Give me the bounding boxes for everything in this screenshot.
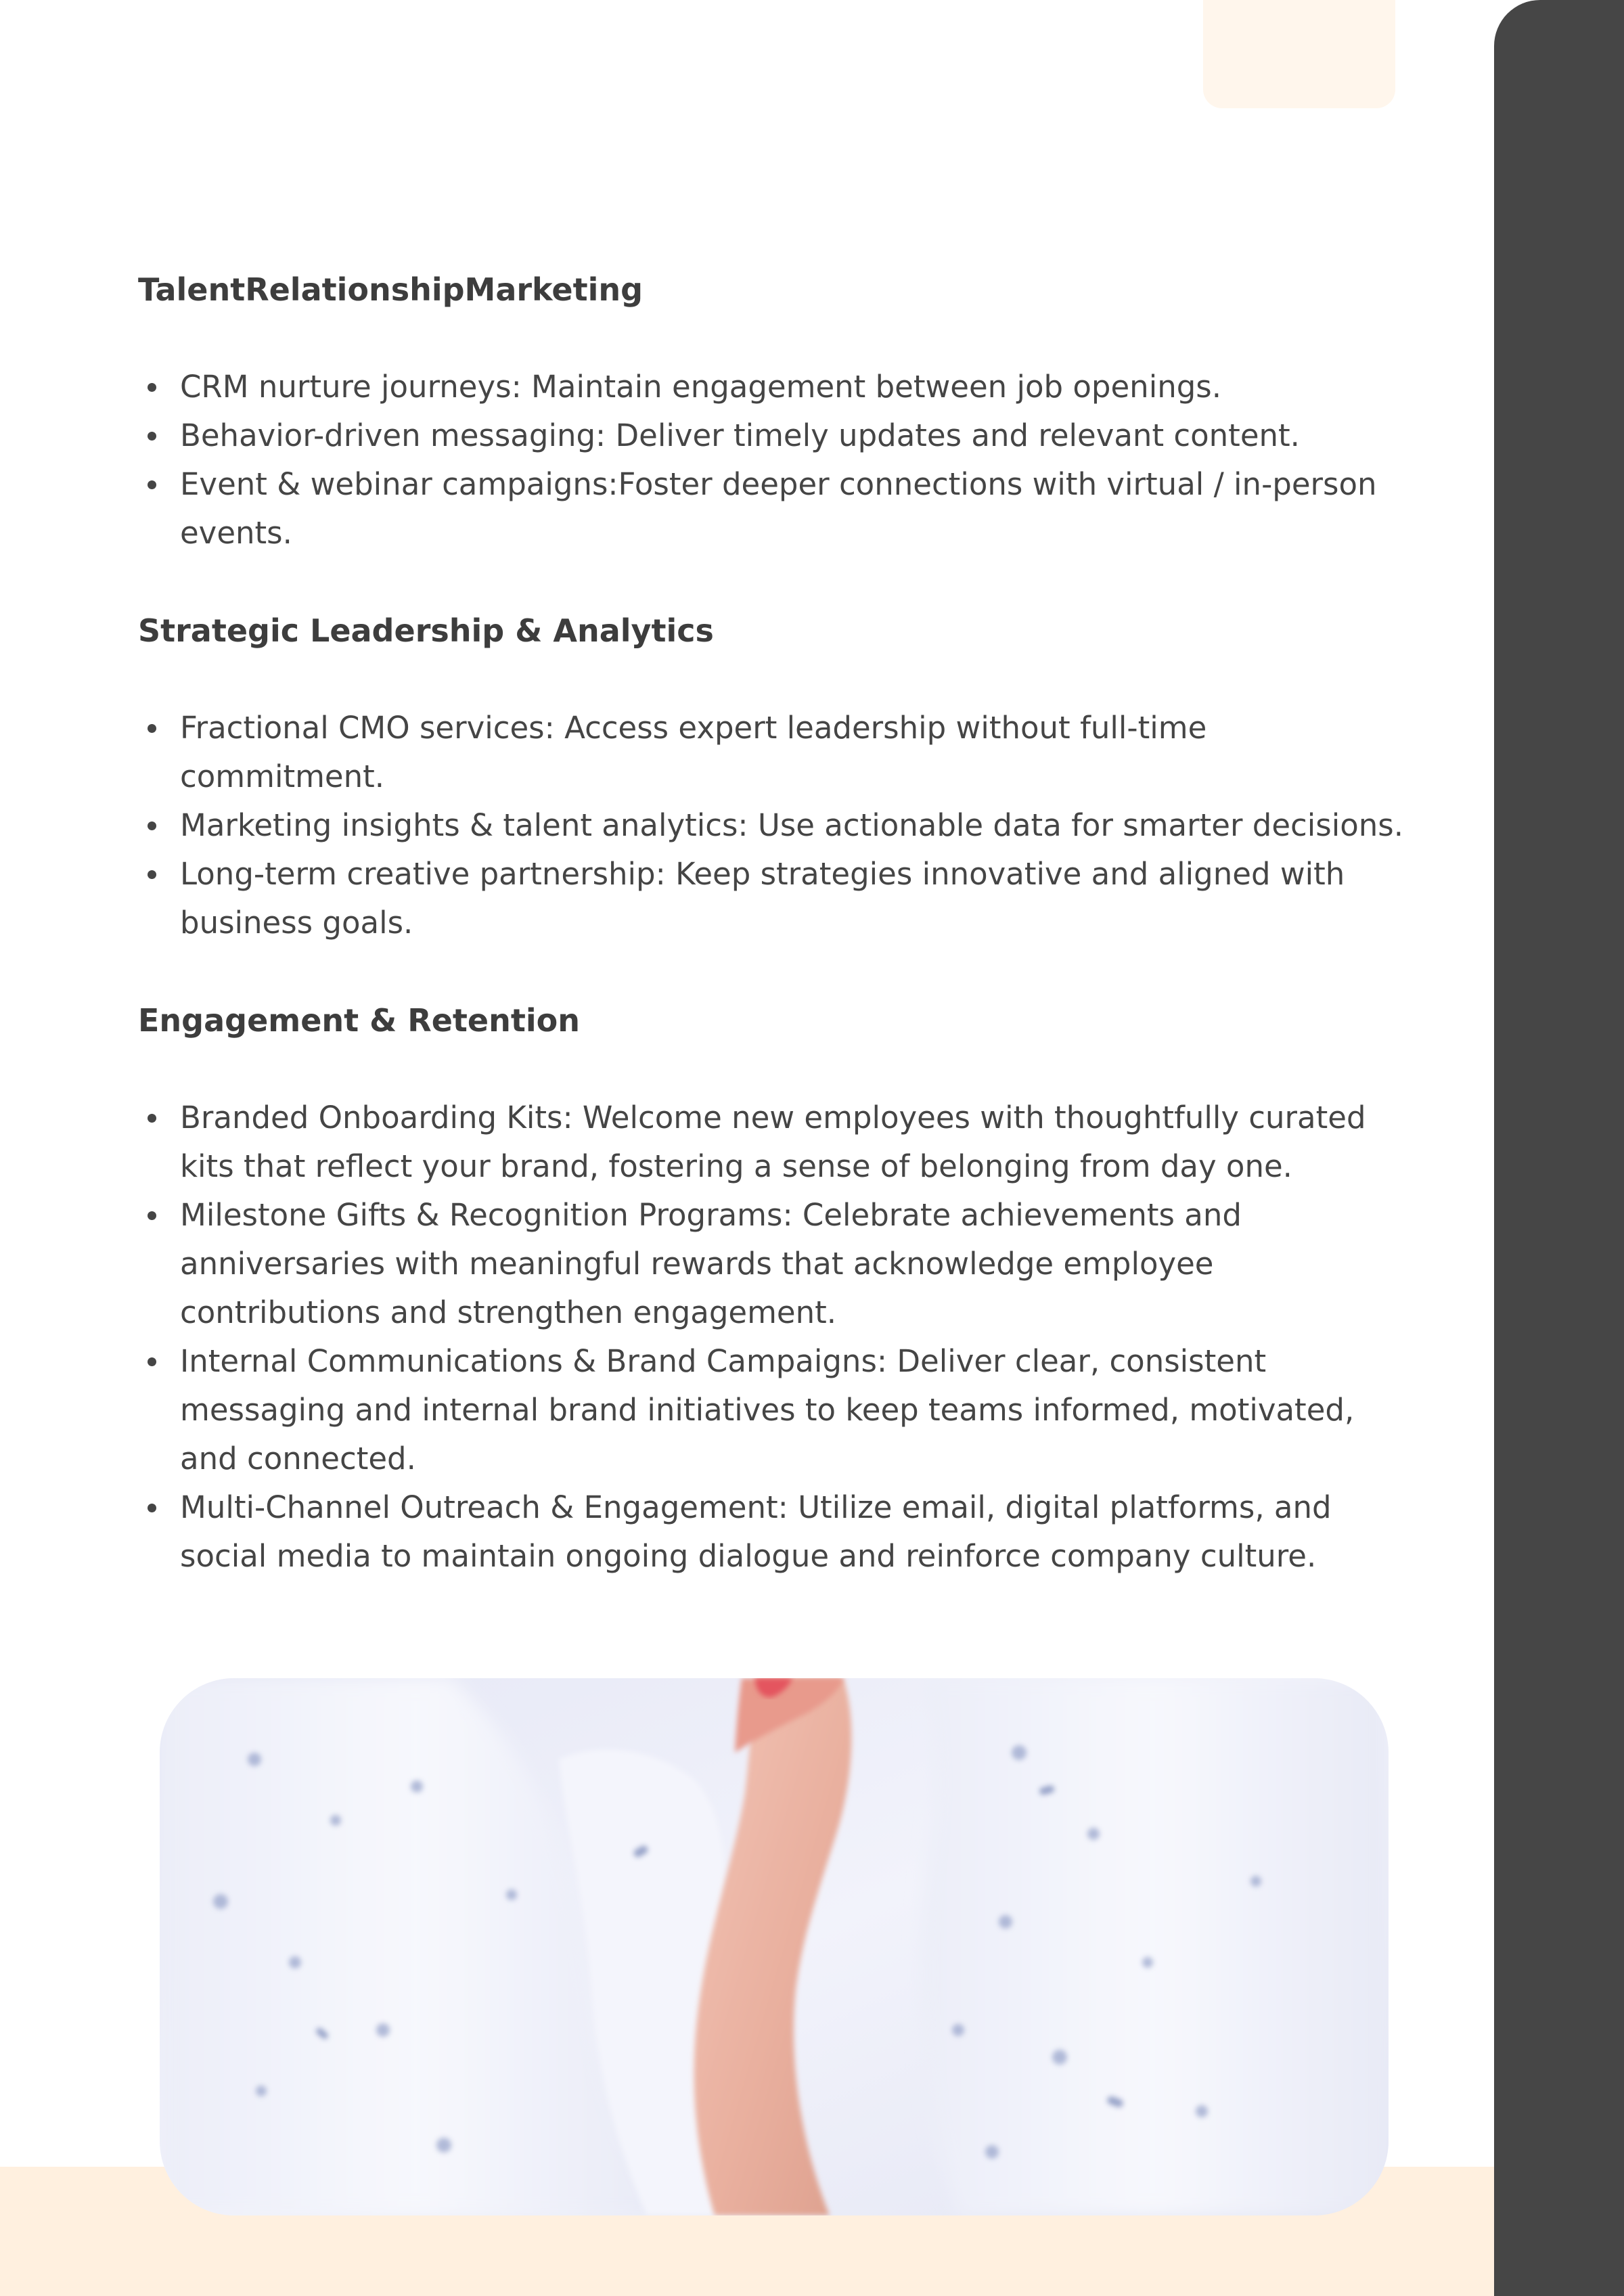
list-item-text: Branded Onboarding Kits: Welcome new employees with thoughtfully curated kits that reflect your brand, fostering a sense of belonging from day one.: [180, 1100, 1366, 1184]
list-item: [138, 411, 1417, 460]
top-decorative-tab: [1203, 0, 1395, 108]
document-content: [138, 265, 1417, 1629]
list-item-text: Event & webinar campaigns:Foster deeper connections with virtual / in-person events.: [180, 466, 1377, 551]
list-item: [138, 1483, 1417, 1581]
bullet-icon: [148, 480, 156, 489]
list-item-text: Marketing insights & talent analytics: Use actionable data for smarter decisions.: [180, 807, 1403, 843]
list-item-text: Multi-Channel Outreach & Engagement: Utilize email, digital platforms, and social media to maintain ongoing dialogue and reinforce company culture.: [180, 1489, 1332, 1574]
bullet-icon: [148, 383, 156, 392]
bullet-icon: [148, 432, 156, 441]
bullet-icon: [148, 821, 156, 830]
bullet-icon: [148, 1504, 156, 1512]
section-heading-talent-relationship-marketing: TalentRelationshipMarketing: [138, 271, 644, 308]
bullet-icon: [148, 724, 156, 733]
bullet-icon: [148, 870, 156, 879]
list-item: [138, 850, 1417, 947]
list-item: [138, 1337, 1417, 1483]
list-item: [138, 1094, 1417, 1191]
list-item: [138, 460, 1417, 558]
list-item: [138, 1191, 1417, 1337]
bullet-icon: [148, 1357, 156, 1366]
list-item-text: Long-term creative partnership: Keep strategies innovative and aligned with business goals.: [180, 856, 1345, 941]
list-item-text: Behavior-driven messaging: Deliver timely updates and relevant content.: [180, 418, 1300, 453]
list-item-text: Milestone Gifts & Recognition Programs: Celebrate achievements and anniversaries with meaningful rewards that acknowledge employee contributions and strengthen engagement.: [180, 1197, 1242, 1330]
list-item-text: Internal Communications & Brand Campaigns: Deliver clear, consistent messaging and internal brand initiatives to keep teams informed, motivated, and connected.: [180, 1343, 1355, 1477]
talent-relationship-list: [138, 363, 1417, 558]
section-heading-engagement-retention: Engagement & Retention: [138, 1002, 580, 1039]
handshake-illustration: [160, 1678, 1389, 2215]
list-item: [138, 801, 1417, 850]
section-heading-strategic-leadership: Strategic Leadership & Analytics: [138, 612, 714, 649]
list-item: [138, 363, 1417, 411]
list-item: [138, 704, 1417, 801]
bullet-icon: [148, 1211, 156, 1220]
strategic-leadership-list: [138, 704, 1417, 947]
engagement-retention-list: [138, 1094, 1417, 1581]
list-item-text: Fractional CMO services: Access expert leadership without full-time commitment.: [180, 710, 1207, 794]
handshake-photo: [160, 1678, 1389, 2215]
list-item-text: CRM nurture journeys: Maintain engagement between job openings.: [180, 369, 1222, 405]
side-panel: [1494, 0, 1624, 2296]
bullet-icon: [148, 1114, 156, 1123]
